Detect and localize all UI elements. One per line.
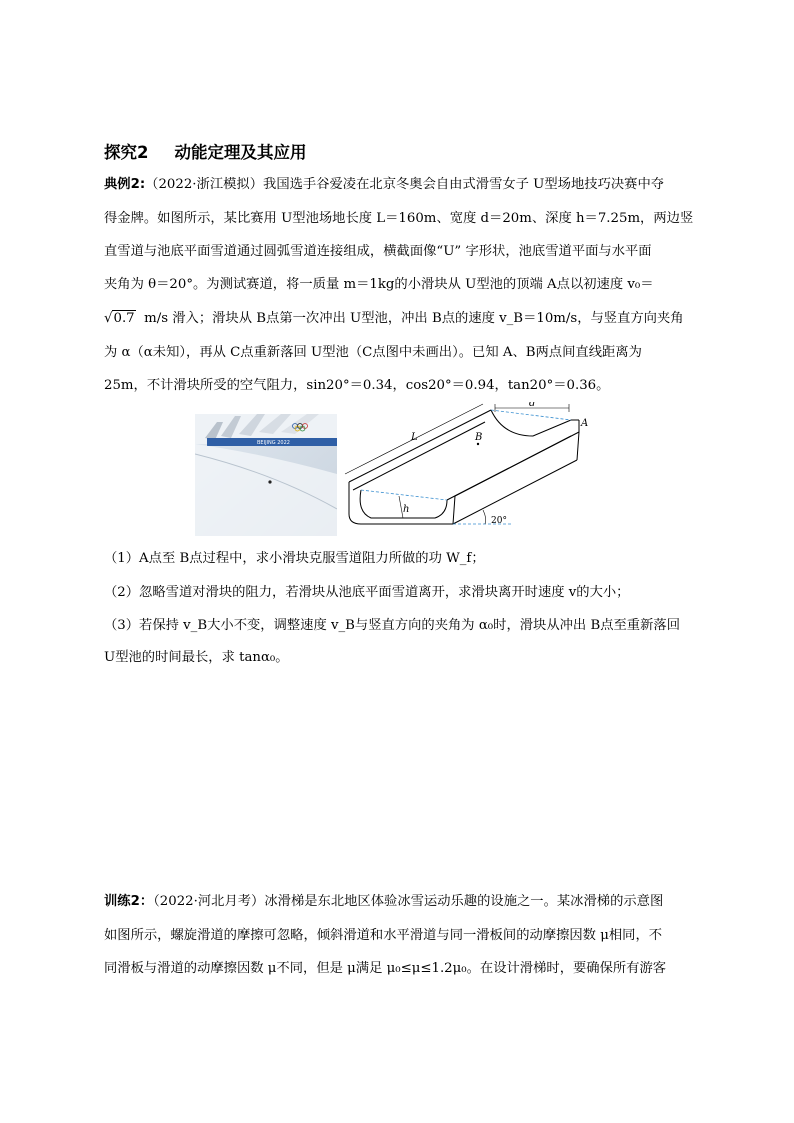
u-pool-diagram (343, 402, 593, 536)
section-number: 探究2 (104, 143, 149, 162)
example-line-4: 夹角为 θ＝20°。为测试赛道，将一质量 m＝1kg的小滑块从 U型池的顶端 A点以初速度 v₀＝ (104, 277, 654, 292)
diagram-label-A: A (581, 418, 589, 429)
skier-figure (268, 480, 271, 483)
section-heading (104, 139, 306, 163)
section-title: 动能定理及其应用 (174, 143, 307, 162)
training-line-2: 如图所示，螺旋滑道的摩擦可忽略，倾斜滑道和水平滑道与同一滑板间的动摩擦因数 μ相同，不 (104, 928, 663, 943)
question-1: （1）A点至 B点过程中，求小滑块克服雪道阻力所做的功 W_f； (104, 551, 485, 566)
diagram-label-B: B (475, 432, 483, 443)
training-line-1: 训练2：（2022·河北月考）冰滑梯是东北地区体验冰雪运动乐趣的设施之一。某冰滑梯的示意图 (104, 894, 664, 909)
diagram-label-L: L (411, 432, 418, 443)
diagram-label-d: d (529, 402, 536, 409)
example-line-7: 25m，不计滑块所受的空气阻力，sin20°＝0.34，cos20°＝0.94，tan20°＝0.36。 (104, 378, 610, 393)
training-line-3: 同滑板与滑道的动摩擦因数 μ不同，但是 μ满足 μ₀≤μ≤1.2μ₀。在设计滑梯时，要确保所有游客 (104, 961, 667, 976)
example-lead: 典例2: (104, 177, 146, 192)
example-line-3: 直雪道与池底平面雪道通过圆弧雪道连接组成，横截面像“U” 字形状，池底雪道平面与水平面 (104, 244, 652, 259)
halfpipe-photo (195, 414, 337, 536)
example-line-2: 得金牌。如图所示，某比赛用 U型池场地长度 L＝160m、宽度 d＝20m、深度 h＝7.25m，两边竖 (104, 211, 694, 226)
photo-banner: BEIJING 2022 (257, 440, 290, 446)
question-3-cont: U型池的时间最长，求 tanα₀。 (104, 650, 289, 665)
diagram-label-angle: 20° (491, 516, 507, 526)
diagram-label-h: h (403, 504, 410, 515)
question-3: （3）若保持 v_B大小不变，调整速度 v_B与竖直方向的夹角为 α₀时，滑块从冲出 B点至重新落回 (104, 618, 680, 633)
sqrt-expression: √0.7 (104, 311, 135, 326)
sqrt-radicand: 0.7 (113, 311, 135, 326)
example-line-1: 典例2:（2022·浙江模拟）我国选手谷爱凌在北京冬奥会自由式滑雪女子 U型场地技巧决赛中夺 (104, 177, 665, 192)
training-lead: 训练2： (104, 894, 154, 909)
example-line-6: 为 α（α未知），再从 C点重新落回 U型池（C点图中未画出）。已知 A、B两点间直线距离为 (104, 345, 642, 360)
example-line-5: √0.7 m/s 滑入；滑块从 B点第一次冲出 U型池，冲出 B点的速度 v_B＝10m/s，与竖直方向夹角 (104, 309, 684, 329)
question-2: （2）忽略雪道对滑块的阻力，若滑块从池底平面雪道离开，求滑块离开时速度 v的大小； (104, 585, 630, 600)
